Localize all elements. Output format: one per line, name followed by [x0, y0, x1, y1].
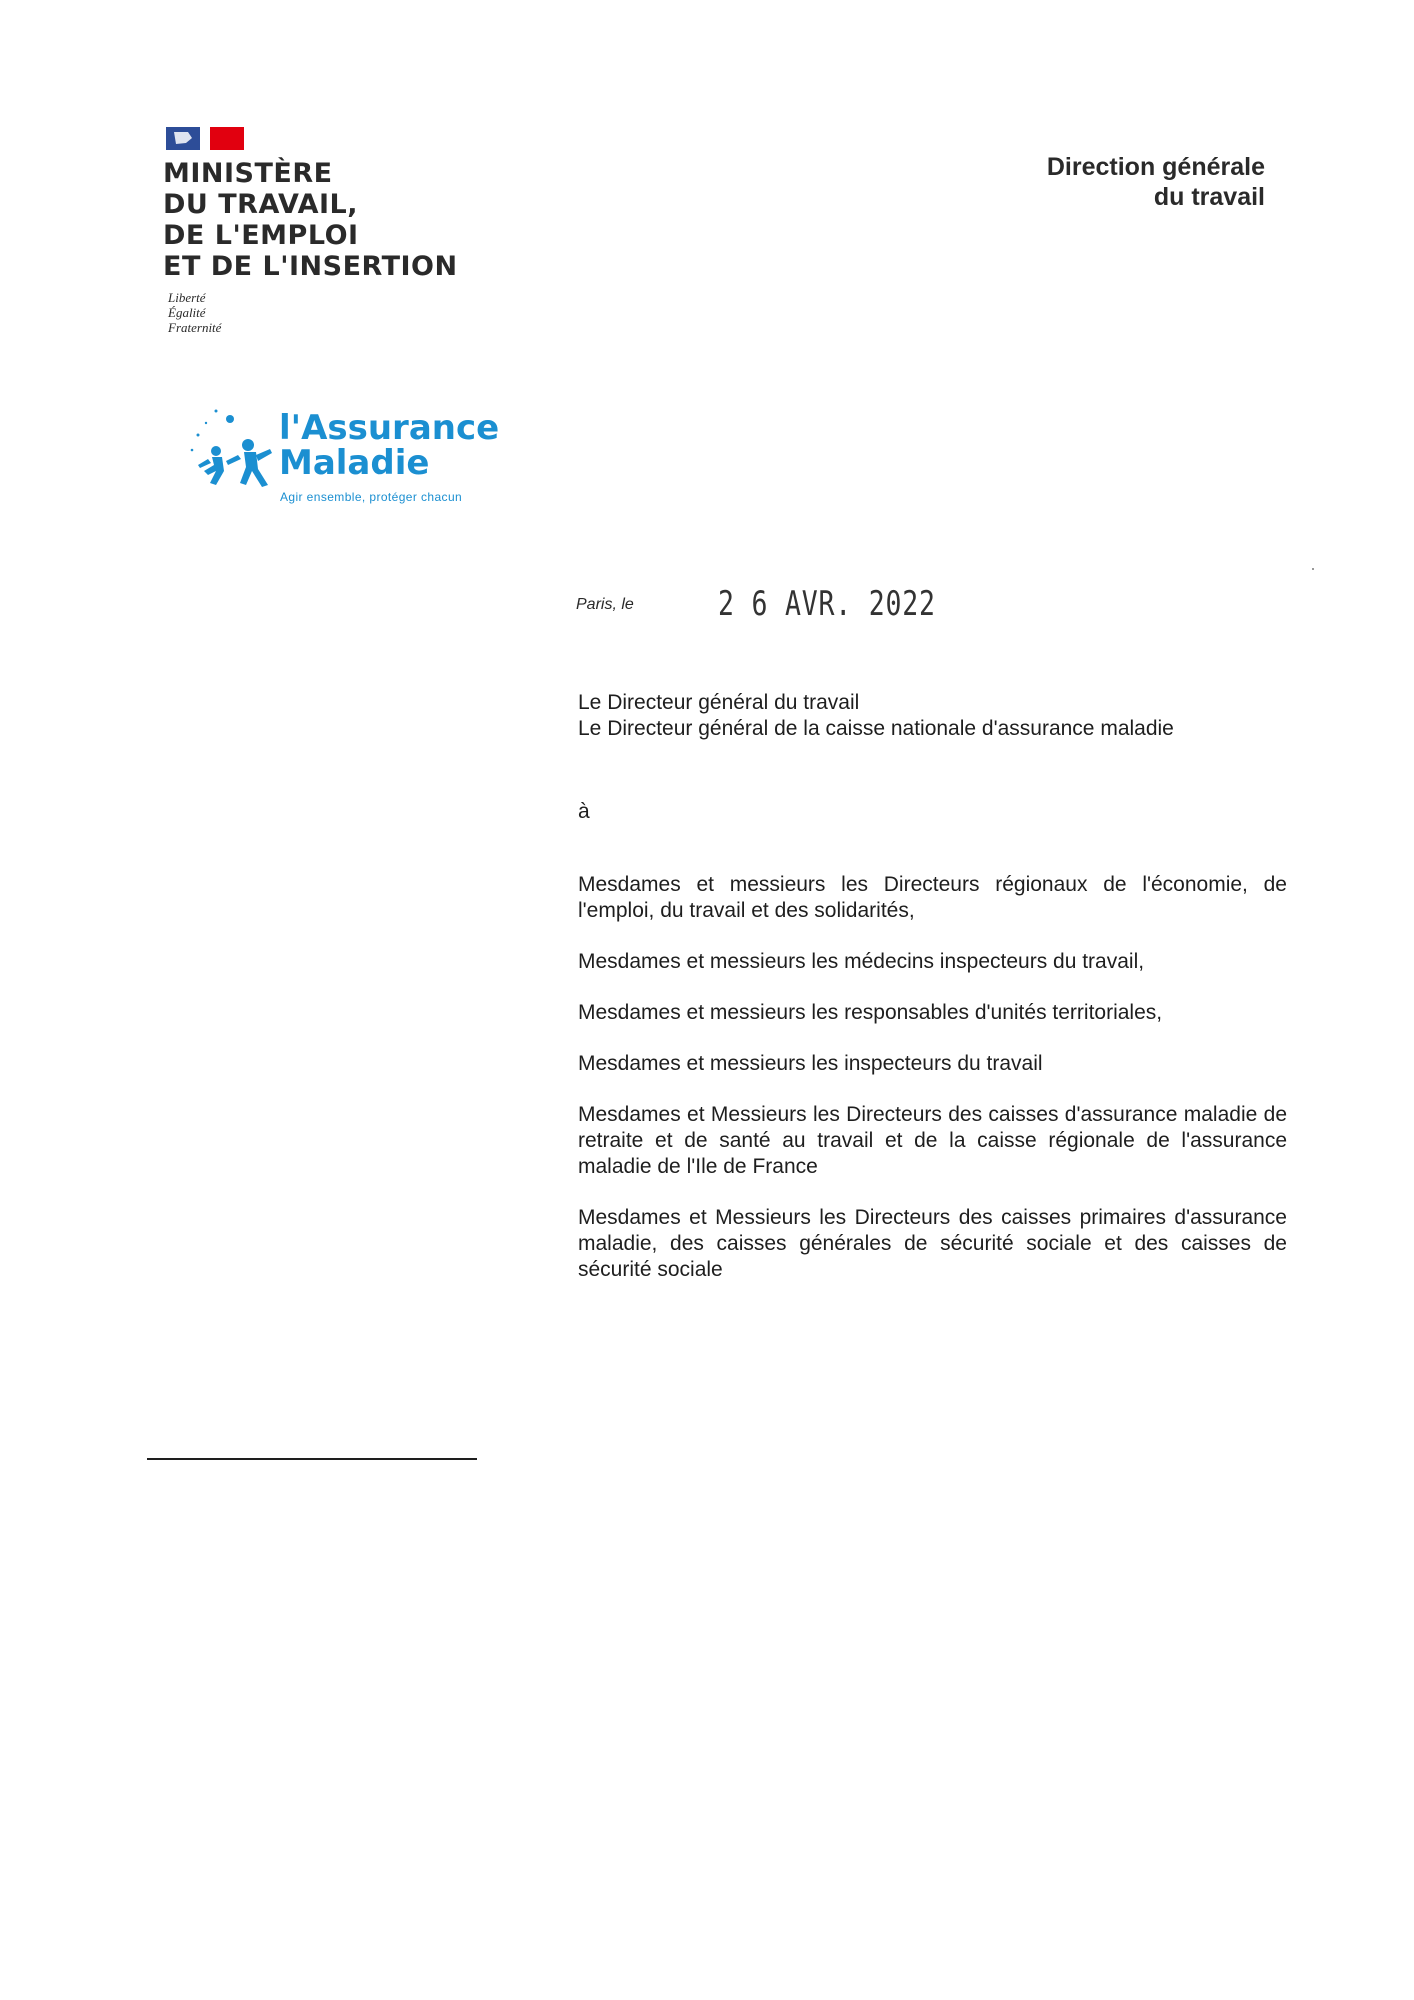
ministry-line: MINISTÈRE: [163, 158, 333, 189]
addressee-paragraph: Mesdames et Messieurs les Directeurs des caisses d'assurance maladie de retraite et de santé au travail et de la caisse régionale de l'assurance maladie de l'Ile de France: [578, 1103, 1287, 1178]
direction-line: du travail: [1153, 183, 1265, 211]
logo-title-line: Maladie: [279, 443, 430, 483]
ministry-line: DU TRAVAIL,: [163, 189, 358, 220]
assurance-maladie-title: [279, 408, 500, 483]
addressee-paragraph: Mesdames et messieurs les responsables d'unités territoriales,: [578, 1001, 1163, 1024]
scan-speck: [1312, 568, 1314, 570]
direction-name: [1047, 152, 1265, 212]
ministry-line: ET DE L'INSERTION: [163, 251, 458, 282]
assurance-maladie-tagline: Agir ensemble, protéger chacun: [280, 490, 463, 504]
addressee-paragraph: Mesdames et messieurs les inspecteurs du travail: [578, 1052, 1043, 1075]
assurance-maladie-logo-icon: [186, 405, 276, 490]
to-word: à: [578, 800, 590, 823]
motto-line: Égalité: [168, 305, 206, 320]
dateline-place: Paris, le: [576, 596, 634, 613]
sender-line: Le Directeur général de la caisse nationale d'assurance maladie: [578, 717, 1174, 740]
motto-line: Liberté: [168, 290, 206, 305]
direction-line: Direction générale: [1046, 153, 1265, 181]
logo-title-line: l'Assurance: [279, 408, 500, 448]
marianne-logo: [166, 124, 244, 150]
ministry-name: [163, 158, 458, 282]
addressee-paragraph: Mesdames et messieurs les médecins inspecteurs du travail,: [578, 950, 1145, 973]
sender-line: Le Directeur général du travail: [578, 691, 860, 714]
senders-block: [578, 690, 1287, 742]
ministry-line: DE L'EMPLOI: [163, 220, 359, 251]
motto-line: Fraternité: [168, 320, 222, 335]
addressee-paragraph: Mesdames et Messieurs les Directeurs des caisses primaires d'assurance maladie, des caisses générales de sécurité sociale et des caisses de sécurité sociale: [578, 1206, 1287, 1281]
republic-motto: [168, 290, 221, 335]
dateline-date-stamp: 2 6 AVR. 2022: [718, 584, 936, 624]
addressees-block: [578, 872, 1287, 1308]
addressee-paragraph: Mesdames et messieurs les Directeurs régionaux de l'économie, de l'emploi, du travail et des solidarités,: [578, 873, 1287, 922]
separator-line: [147, 1458, 477, 1460]
